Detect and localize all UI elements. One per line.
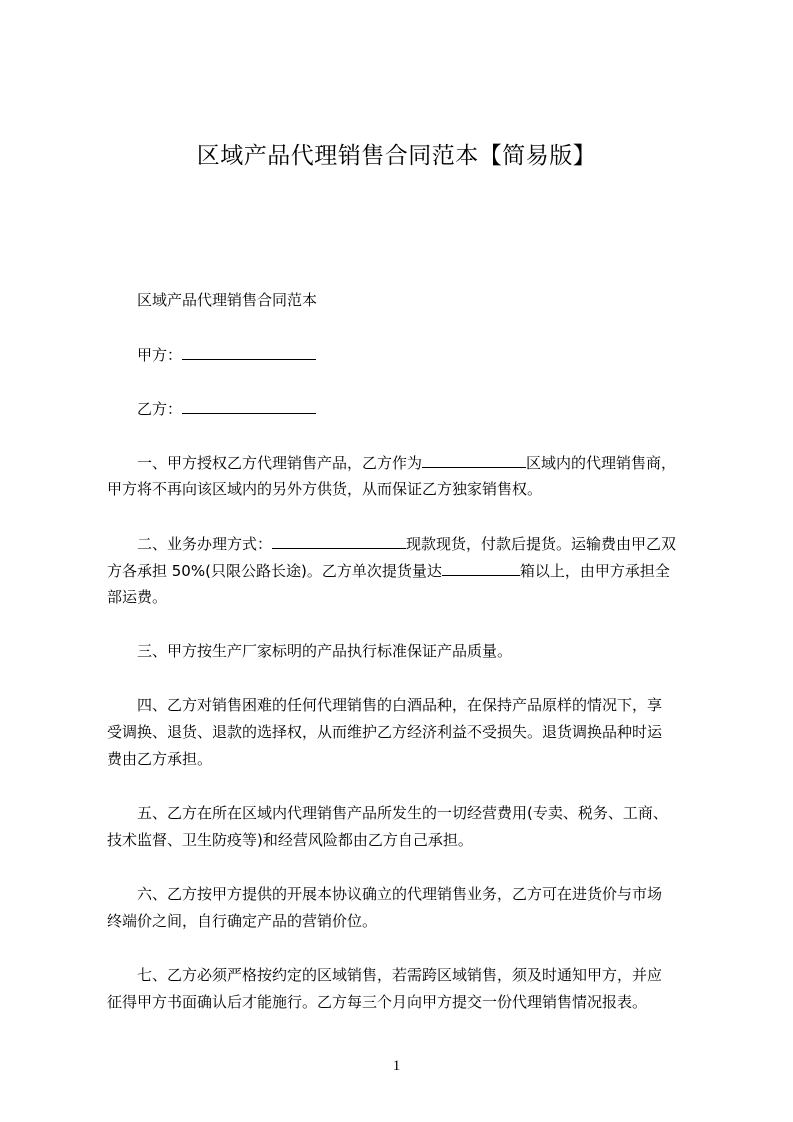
document-title: 区域产品代理销售合同范本【简易版】 [196, 143, 597, 169]
clause-1-line-2: 甲方将不再向该区域内的另外方供货，从而保证乙方独家销售权。 [107, 480, 543, 498]
clause-5-line-1: 五、乙方在所在区域内代理销售产品所发生的一切经营费用(专卖、税务、工商、 [137, 804, 668, 822]
clause-6-line-1: 六、乙方按甲方提供的开展本协议确立的代理销售业务，乙方可在进货价与市场 [137, 885, 663, 903]
party-b-blank [182, 398, 316, 414]
clause-5-line-2: 技术监督、卫生防疫等)和经营风险都由乙方自己承担。 [107, 831, 473, 849]
clause-2-text-b: 现款现货，付款后提货。运输费由甲乙双 [406, 535, 677, 553]
clause-2-line-3: 部运费。 [107, 588, 168, 606]
party-b-label: 乙方： [137, 400, 183, 418]
party-a-blank [182, 344, 316, 360]
party-a-line [137, 344, 316, 365]
party-a-label: 甲方： [137, 346, 183, 364]
contract-subtitle: 区域产品代理销售合同范本 [137, 291, 318, 309]
clause-7-line-1: 七、乙方必须严格按约定的区域销售，若需跨区域销售，须及时通知甲方，并应 [137, 966, 663, 984]
clause-2-line-2 [107, 560, 670, 581]
clause-6-line-2: 终端价之间，自行确定产品的营销价位。 [107, 912, 378, 930]
clause-2-text-c: 方各承担 50%(只限公路长途)。乙方单次提货量达 [107, 562, 442, 580]
clause-1-line-1 [137, 452, 676, 473]
business-method-blank [272, 533, 406, 549]
clause-1-text-a: 一、甲方授权乙方代理销售产品，乙方作为 [137, 454, 423, 472]
clause-3-line-1: 三、甲方按生产厂家标明的产品执行标准保证产品质量。 [137, 642, 513, 660]
clause-7-line-2: 征得甲方书面确认后才能施行。乙方每三个月向甲方提交一份代理销售情况报表。 [107, 993, 648, 1011]
clause-4-line-3: 费由乙方承担。 [107, 750, 213, 768]
clause-2-line-1 [137, 533, 676, 554]
clause-4-line-1: 四、乙方对销售困难的任何代理销售的白酒品种，在保持产品原样的情况下，享 [137, 696, 663, 714]
quantity-blank [442, 560, 520, 576]
page-number: 1 [392, 1058, 401, 1074]
party-b-line [137, 398, 316, 419]
clause-1-text-b: 区域内的代理销售商， [526, 454, 677, 472]
clause-2-text-a: 二、业务办理方式： [137, 535, 273, 553]
clause-4-line-2: 受调换、退货、退款的选择权，从而维护乙方经济利益不受损失。退货调换品种时运 [107, 723, 663, 741]
region-blank [422, 452, 526, 468]
clause-2-text-d: 箱以上，由甲方承担全 [519, 562, 670, 580]
